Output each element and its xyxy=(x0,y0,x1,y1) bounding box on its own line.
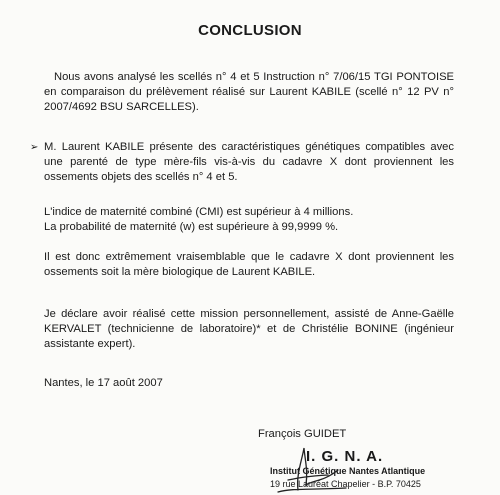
handwritten-signature xyxy=(268,440,348,495)
stamp-institute-name: Institut Génétique Nantes Atlantique xyxy=(270,466,426,476)
cmi-line: L'indice de maternité combiné (CMI) est supérieur à 4 millions. xyxy=(44,206,354,218)
stamp-heading: I. G. N. A. xyxy=(306,448,384,465)
place-date: Nantes, le 17 août 2007 xyxy=(44,377,163,389)
stamp-address: 19 rue Lauréat Chapelier - B.P. 70425 xyxy=(270,479,421,489)
results-block xyxy=(44,205,454,235)
probability-line: La probabilité de maternité (w) est supérieure à 99,9999 %. xyxy=(44,221,339,233)
kabile-paragraph: M. Laurent KABILE présente des caractéristiques génétiques compatibles avec une parenté de type mère-fils vis-à-vis du cadavre X dont proviennent les ossements objets des scellés n° 4 et 5. xyxy=(44,141,454,183)
conclusion-paragraph: Il est donc extrêmement vraisemblable que le cadavre X dont proviennent les ossements soit la mère biologique de Laurent KABILE. xyxy=(44,251,454,278)
declaration-paragraph: Je déclare avoir réalisé cette mission personnellement, assisté de Anne-Gaëlle KERVALET (technicienne de laboratoire)* et de Christélie BONINE (ingénieur assistante expert). xyxy=(44,308,454,350)
page-title: CONCLUSION xyxy=(198,22,302,39)
intro-paragraph: Nous avons analysé les scellés n° 4 et 5 Instruction n° 7/06/15 TGI PONTOISE en comparaison du prélèvement réalisé sur Laurent KABILE (scellé n° 12 PV n° 2007/4692 BSU SARCELLES). xyxy=(44,71,454,113)
bullet-arrow-icon: ➢ xyxy=(30,142,39,153)
signatory-name: François GUIDET xyxy=(258,428,347,440)
